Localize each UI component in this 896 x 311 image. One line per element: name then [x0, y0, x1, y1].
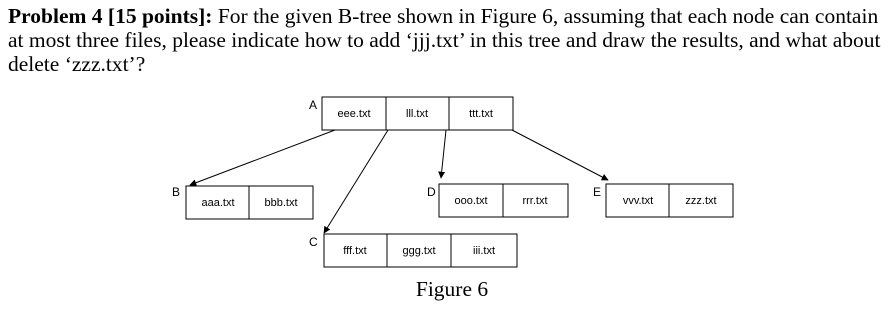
problem-body: For the given B-tree shown in Figure 6, assuming that each node can contain at most three files, please indicate how to add ‘jjj.txt’ in this tree and draw the results, and what about delete ‘zzz.txt’? — [8, 4, 881, 76]
node-b-file-1: aaa.txt — [201, 197, 235, 209]
edge-a-to-e — [512, 130, 608, 180]
node-e — [593, 184, 733, 217]
node-e-label: E — [593, 185, 602, 199]
problem-heading: Problem 4 [15 points]: — [8, 4, 213, 28]
edge-a-to-d — [441, 130, 446, 178]
node-c-file-2: ggg.txt — [402, 245, 436, 257]
edge-a-to-b — [190, 130, 335, 185]
node-b — [172, 185, 313, 219]
node-c-label: C — [309, 235, 318, 249]
figure-caption: Figure 6 — [415, 277, 489, 301]
node-c-file-3: iii.txt — [473, 245, 495, 257]
node-d-file-2: rrr.txt — [522, 195, 548, 207]
node-e-file-1: vvv.txt — [622, 195, 654, 207]
node-b-label: B — [172, 185, 181, 199]
node-a — [309, 97, 513, 130]
node-d-label: D — [427, 185, 436, 199]
node-a-file-2: lll.txt — [406, 108, 428, 120]
edge-a-to-c — [324, 130, 388, 233]
node-e-file-2: zzz.txt — [685, 195, 717, 207]
node-a-file-3: ttt.txt — [469, 108, 493, 120]
node-d-file-1: ooo.txt — [454, 195, 488, 207]
node-c-file-1: fff.txt — [343, 245, 367, 257]
node-a-label: A — [309, 98, 318, 112]
node-c — [309, 234, 517, 267]
node-a-file-1: eee.txt — [337, 108, 371, 120]
node-b-file-2: bbb.txt — [264, 197, 298, 209]
node-d — [427, 184, 568, 217]
